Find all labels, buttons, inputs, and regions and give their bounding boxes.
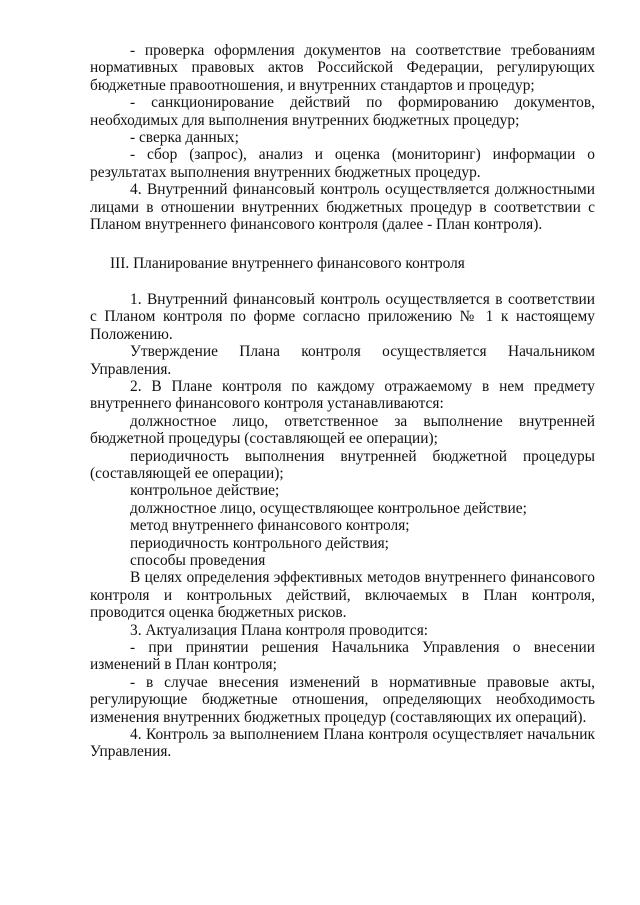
paragraph-plan-approval: Утверждение Плана контроля осуществляется Начальником Управления. (90, 343, 595, 378)
paragraph-item-3-update: 3. Актуализация Плана контроля проводится: (130, 621, 429, 639)
paragraph-data-reconciliation: - сверка данных; (130, 129, 239, 147)
paragraph-authorization: - санкционирование действий по формированию документов, необходимых для выполнения внутренних бюджетных процедур; (90, 94, 595, 129)
document-page (90, 42, 595, 761)
paragraph-item-1-plan: 1. Внутренний финансовый контроль осуществляется в соответствии с Планом контроля по форме согласно приложению № 1 к настоящему Положению. (90, 290, 595, 343)
paragraph-update-regulations: - в случае внесения изменений в нормативные правовые акты, регулирующие бюджетные отношения, определяющих необходимость изменения внутренних бюджетных процедур (составляющих их операций). (90, 673, 595, 726)
paragraph-item-4-plan-control: 4. Контроль за выполнением Плана контроля осуществляет начальник Управления. (90, 726, 595, 761)
paragraph-item-4-control: 4. Внутренний финансовый контроль осуществляется должностными лицами в отношении внутренних бюджетных процедур в соответствии с Планом внутреннего финансового контроля (далее - План контроля). (90, 181, 595, 234)
paragraph-item-2-plan-contents: 2. В Плане контроля по каждому отражаемому в нем предмету внутреннего финансового контроля устанавливаются: (90, 377, 595, 413)
paragraph-risk-assessment: В целях определения эффективных методов внутреннего финансового контроля и контрольных действий, включаемых в План контроля, проводится оценка бюджетных рисков. (90, 569, 595, 622)
paragraph-procedure-periodicity: периодичность выполнения внутренней бюджетной процедуры (составляющей ее операции); (90, 447, 595, 482)
paragraph-control-official: должностное лицо, осуществляющее контрольное действие; (130, 499, 527, 517)
paragraph-monitoring: - сбор (запрос), анализ и оценка (мониторинг) информации о результатах выполнения внутренних бюджетных процедур. (90, 146, 595, 181)
section-heading: III. Планирование внутреннего финансового контроля (110, 255, 465, 273)
paragraph-execution-methods: способы проведения (130, 551, 266, 569)
paragraph-check-documents: - проверка оформления документов на соответствие требованиям нормативных правовых актов Российской Федерации, регулирующих бюджетные правоотношения, и внутренних стандартов и процедур; (90, 42, 595, 94)
paragraph-control-method: метод внутреннего финансового контроля; (130, 517, 410, 535)
paragraph-update-decision: - при принятии решения Начальника Управления о внесении изменений в План контроля; (90, 639, 595, 674)
paragraph-control-action: контрольное действие; (130, 482, 280, 500)
paragraph-responsible-official: должностное лицо, ответственное за выполнение внутренней бюджетной процедуры (составляющей ее операции); (90, 412, 595, 448)
paragraph-control-periodicity: периодичность контрольного действия; (130, 534, 389, 552)
